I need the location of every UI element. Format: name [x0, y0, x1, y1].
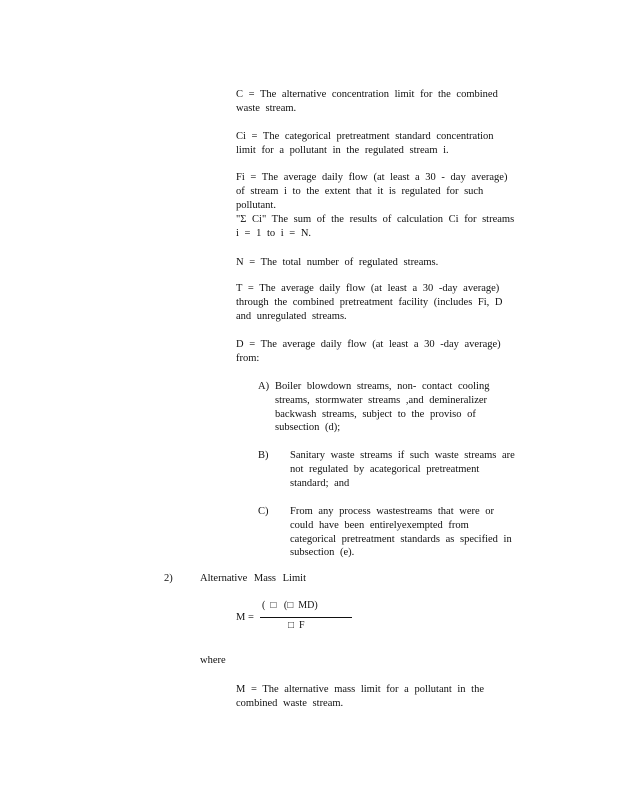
- subitem-label: A): [258, 381, 270, 392]
- where-label: where: [200, 655, 226, 666]
- definition-d: D = The average daily flow (at least a 30 -day average) from:: [236, 339, 501, 364]
- definition-fi: Fi = The average daily flow (at least a 30 - day average) of stream i to the extent that it is regulated for such pollutant.: [236, 172, 508, 211]
- subitem-label: C): [258, 506, 269, 517]
- subitem-text: Sanitary waste streams if such waste streams are not regulated by acategorical pretreatment standard; and: [290, 450, 515, 489]
- section-number: 2): [164, 573, 173, 584]
- subitem-text: Boiler blowdown streams, non- contact cooling streams, stormwater streams ,and demineralizer backwash streams, subject to the proviso of subsection (d);: [275, 381, 490, 434]
- formula-denominator: □ F: [288, 620, 305, 631]
- definition-t: T = The average daily flow (at least a 30 -day average) through the combined pretreatment facility (includes Fi, D and unregulated streams.: [236, 283, 503, 322]
- definition-m: M = The alternative mass limit for a pollutant in the combined waste stream.: [236, 684, 485, 709]
- definition-sum: "Σ Ci" The sum of the results of calculation Ci for streams i = 1 to i = N.: [236, 214, 515, 239]
- subitem-label: B): [258, 450, 269, 461]
- formula-lhs: M =: [236, 612, 254, 623]
- fraction-bar: [260, 617, 352, 618]
- definition-n: N = The total number of regulated streams.: [236, 257, 439, 268]
- section-title: Alternative Mass Limit: [200, 573, 306, 584]
- definition-c: C = The alternative concentration limit for the combined waste stream.: [236, 89, 498, 114]
- subitem-text: From any process wastestreams that were or could have been entirelyexempted from categorical pretreatment standards as specified in subsection (e).: [290, 506, 512, 559]
- formula-numerator: ( □ (□ MD): [262, 600, 318, 611]
- mass-limit-formula: [236, 600, 356, 640]
- definition-ci: Ci = The categorical pretreatment standard concentration limit for a pollutant in the regulated stream i.: [236, 131, 494, 156]
